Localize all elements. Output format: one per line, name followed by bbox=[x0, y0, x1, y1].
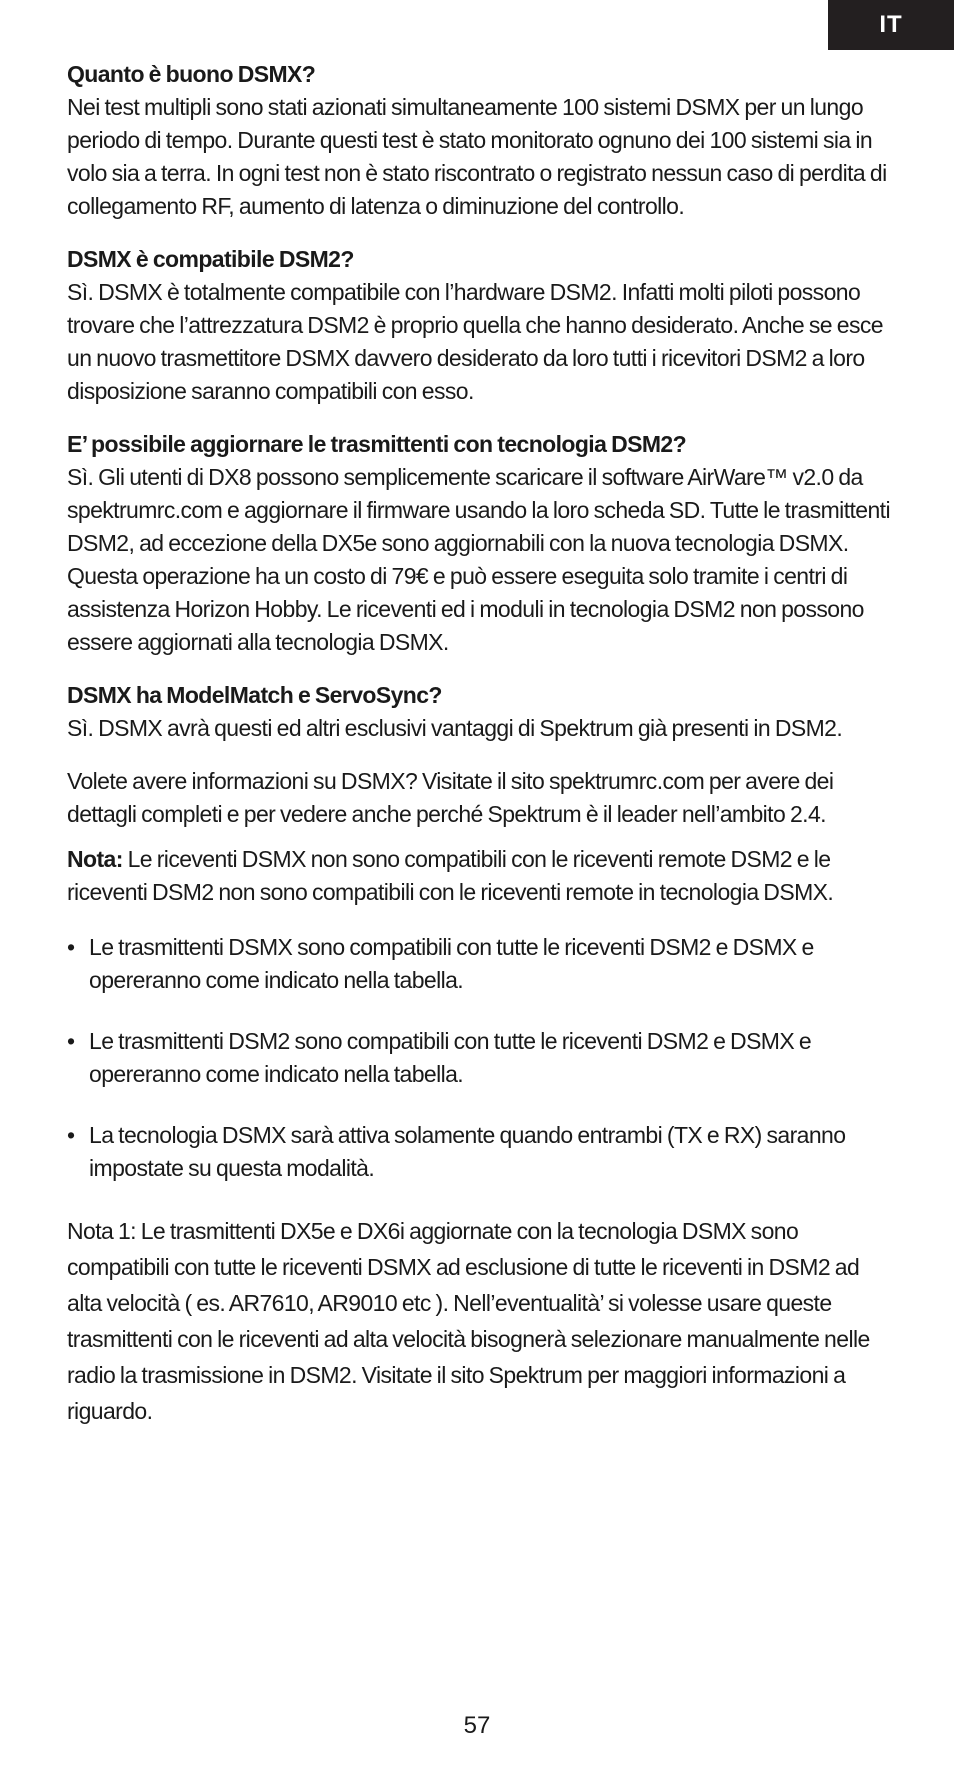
page-content bbox=[67, 58, 897, 1441]
faq-section bbox=[67, 243, 897, 408]
bullet-icon: • bbox=[67, 934, 75, 960]
note-label: Nota: bbox=[67, 846, 123, 872]
compatibility-note bbox=[67, 843, 897, 909]
list-item bbox=[67, 931, 897, 997]
page-number: 57 bbox=[463, 1712, 491, 1739]
list-item bbox=[67, 1025, 897, 1091]
language-tab bbox=[828, 0, 954, 50]
compatibility-list bbox=[67, 931, 897, 1185]
faq-heading: DSMX è compatibile DSM2? bbox=[67, 246, 354, 272]
faq-body: Nei test multipli sono stati azionati simultaneamente 100 sistemi DSMX per un lungo periodo di tempo. Durante questi test è stato monitorato ognuno dei 100 sistemi sia in volo sia a terra. In ogni test non è stato riscontrato o registrato nessun caso di perdita di collegamento RF, aumento di latenza o diminuzione del controllo. bbox=[67, 94, 887, 219]
faq-section bbox=[67, 428, 897, 659]
language-tab-label: IT bbox=[879, 11, 903, 38]
faq-body: Sì. DSMX è totalmente compatibile con l’hardware DSM2. Infatti molti piloti possono trovare che l’attrezzatura DSM2 è proprio quella che hanno desiderato. Anche se esce un nuovo trasmettitore DSMX davvero desiderato da loro tutti i ricevitori DSM2 a loro disposizione saranno compatibili con esso. bbox=[67, 279, 883, 404]
faq-heading: E’ possibile aggiornare le trasmittenti con tecnologia DSM2? bbox=[67, 431, 687, 457]
list-item-text: Le trasmittenti DSM2 sono compatibili con tutte le riceventi DSM2 e DSMX e opereranno come indicato nella tabella. bbox=[89, 1028, 812, 1087]
faq-heading: DSMX ha ModelMatch e ServoSync? bbox=[67, 682, 442, 708]
faq-heading: Quanto è buono DSMX? bbox=[67, 61, 316, 87]
list-item bbox=[67, 1119, 897, 1185]
bullet-icon: • bbox=[67, 1028, 75, 1054]
list-item-text: La tecnologia DSMX sarà attiva solamente quando entrambi (TX e RX) saranno impostate su questa modalità. bbox=[89, 1122, 846, 1181]
faq-section bbox=[67, 679, 897, 745]
footnote: Nota 1: Le trasmittenti DX5e e DX6i aggiornate con la tecnologia DSMX sono compatibili con tutte le riceventi DSMX ad esclusione di tutte le riceventi in DSM2 ad alta velocità ( es. AR7610, AR9010 etc ). Nell’eventualità’ si volesse usare queste trasmittenti con le riceventi ad alta velocità bisognerà selezionare manualmente nelle radio la trasmissione in DSM2. Visitate il sito Spektrum per maggiori informazioni a riguardo. bbox=[67, 1218, 870, 1424]
faq-body: Sì. DSMX avrà questi ed altri esclusivi vantaggi di Spektrum già presenti in DSM2. bbox=[67, 715, 843, 741]
faq-body: Sì. Gli utenti di DX8 possono semplicemente scaricare il software AirWare™ v2.0 da spektrumrc.com e aggiornare il firmware usando la loro scheda SD. Tutte le trasmittenti DSM2, ad eccezione della DX5e sono aggiornabili con la nuova tecnologia DSMX. Questa operazione ha un costo di 79€ e può essere eseguita solo tramite i centri di assistenza Horizon Hobby. Le riceventi ed i moduli in tecnologia DSM2 non possono essere aggiornati alla tecnologia DSMX. bbox=[67, 464, 890, 655]
note-text: Le riceventi DSMX non sono compatibili con le riceventi remote DSM2 e le riceventi DSM2 non sono compatibili con le riceventi remote in tecnologia DSMX. bbox=[67, 846, 834, 905]
info-paragraph: Volete avere informazioni su DSMX? Visitate il sito spektrumrc.com per avere dei dettagli completi e per vedere anche perché Spektrum è il leader nell’ambito 2.4. bbox=[67, 768, 834, 827]
bullet-icon: • bbox=[67, 1122, 75, 1148]
list-item-text: Le trasmittenti DSMX sono compatibili con tutte le riceventi DSM2 e DSMX e opereranno come indicato nella tabella. bbox=[89, 934, 814, 993]
faq-section bbox=[67, 58, 897, 223]
